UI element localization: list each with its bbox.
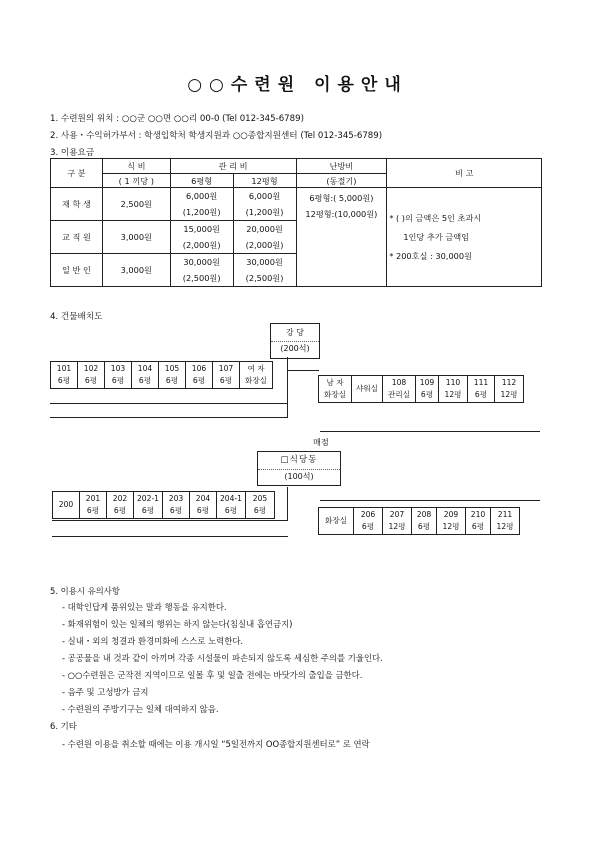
room-204 (190, 492, 217, 519)
room-209 (437, 508, 466, 535)
room-size: 12평 (496, 522, 514, 531)
room-number: 210 (470, 510, 486, 519)
corridor-line (50, 403, 288, 404)
etc-item: - 수련원 이용을 취소할 때에는 이용 개시일 “5일전까지 OO종합지원센터로” 로 연락 (62, 739, 370, 749)
mgmt-12py (233, 254, 296, 287)
mgmt-extra: (2,500원) (245, 273, 284, 283)
header-note: 비 고 (387, 159, 542, 188)
row-label: 재 학 생 (51, 188, 103, 221)
note-line-2: 1인당 추가 금액임 (403, 231, 470, 242)
caution-item: - 음주 및 고성방가 금지 (62, 687, 149, 697)
room-202-1 (134, 492, 163, 519)
caution-item: - 실내・외의 청결과 환경미화에 스스로 노력한다. (62, 636, 244, 646)
restroom-label-sub: 화장실 (323, 390, 346, 399)
room-size: 관리실 (387, 390, 410, 399)
building-2-left (52, 491, 275, 519)
room-size: 6평 (474, 390, 488, 399)
meal-cost: 3,000원 (102, 254, 170, 287)
corridor-line (50, 417, 288, 418)
restroom-label: 여 자 (247, 364, 265, 373)
room-106 (186, 362, 213, 389)
note-line-1: * ( )의 금액은 5인 초과시 (389, 212, 482, 223)
mgmt-value: 30,000원 (183, 257, 220, 267)
restroom-label: 남 자 (326, 378, 344, 387)
room-number: 211 (497, 510, 513, 519)
room-size: 12평 (500, 390, 518, 399)
room-number: 200 (58, 500, 74, 509)
row-label: 교 직 원 (51, 221, 103, 254)
room-number: 107 (218, 364, 234, 373)
restroom-label: 화장실 (324, 516, 347, 525)
etc-heading: 6. 기타 (50, 721, 77, 731)
corridor-line (52, 536, 288, 537)
mgmt-value: 6,000원 (185, 191, 218, 201)
mgmt-12py (233, 221, 296, 254)
cautions-heading: 5. 이용시 유의사항 (50, 586, 120, 596)
room-size: 6평 (138, 376, 152, 385)
header-12py: 12평형 (233, 174, 296, 188)
dining-name: □식당동 (280, 455, 318, 465)
room-number: 202-1 (136, 494, 160, 503)
mgmt-value: 15,000원 (183, 224, 220, 234)
auditorium-name: 강 당 (286, 328, 304, 337)
dining-hall (257, 451, 341, 486)
room-size: 6평 (141, 506, 155, 515)
room-size: 6평 (471, 522, 485, 531)
room-number: 110 (445, 378, 461, 387)
room-size: 6평 (361, 522, 375, 531)
auditorium-capacity: (200석) (271, 341, 319, 356)
meal-cost: 2,500원 (102, 188, 170, 221)
caution-item: - 화재위험이 있는 일체의 행위는 하지 않는다(침실내 흡연금지) (62, 619, 293, 629)
room-size: 6평 (111, 376, 125, 385)
room-111 (468, 376, 495, 403)
room-number: 209 (443, 510, 459, 519)
room-110 (439, 376, 468, 403)
meal-cost: 3,000원 (102, 221, 170, 254)
room-number: 207 (389, 510, 405, 519)
caution-item: - 공공물을 내 것과 같이 아끼며 각종 시설물이 파손되지 않도록 세심한 주의를 기울인다. (62, 653, 383, 663)
mgmt-extra: (2,000원) (182, 240, 221, 250)
room-number: 201 (85, 494, 101, 503)
restroom-label-sub: 화장실 (244, 376, 267, 385)
room-number: 208 (416, 510, 432, 519)
row-label: 일 반 인 (51, 254, 103, 287)
womens-restroom (240, 362, 273, 389)
table-row (51, 188, 542, 221)
room-210 (466, 508, 491, 535)
room-size: 12평 (444, 390, 462, 399)
room-size: 6평 (113, 506, 127, 515)
corridor-wall (287, 487, 288, 520)
shop-label: 매점 (313, 437, 329, 447)
auditorium (270, 323, 320, 359)
mgmt-value: 20,000원 (246, 224, 283, 234)
room-size: 12평 (442, 522, 460, 531)
caution-item: - ○○수련원은 군작전 지역이므로 일몰 후 및 일출 전에는 바닷가의 출입을 금한다. (62, 670, 363, 680)
room-size: 6평 (169, 506, 183, 515)
room-number: 108 (391, 378, 407, 387)
room-size: 6평 (57, 376, 71, 385)
room-size: 12평 (388, 522, 406, 531)
room-109 (416, 376, 439, 403)
layout-heading: 4. 건물배치도 (50, 312, 103, 322)
room-202 (107, 492, 134, 519)
corridor-line (287, 370, 319, 371)
room-size: 6평 (196, 506, 210, 515)
header-heating-sub: (동절기) (296, 174, 387, 188)
room-number: 204 (195, 494, 211, 503)
shower-label: 샤워실 (355, 384, 378, 393)
room-204-1 (217, 492, 246, 519)
fee-heading: 3. 이용요금 (50, 148, 95, 158)
room-number: 101 (56, 364, 72, 373)
header-6py: 6평형 (170, 174, 233, 188)
room-205 (246, 492, 275, 519)
caution-item: - 수련원의 주방기구는 일체 대여하지 않음. (62, 704, 219, 714)
shower-room (352, 376, 383, 403)
note-cell (387, 188, 542, 287)
building-1-right (318, 375, 524, 403)
room-size: 6평 (253, 506, 267, 515)
room-105 (159, 362, 186, 389)
room-size: 6평 (86, 506, 100, 515)
corridor-line (52, 520, 288, 521)
room-112 (495, 376, 524, 403)
room-number: 105 (164, 364, 180, 373)
room-number: 103 (110, 364, 126, 373)
room-number: 205 (252, 494, 268, 503)
room-size: 6평 (165, 376, 179, 385)
room-102 (78, 362, 105, 389)
caution-item: - 대학인답게 품위있는 말과 행동을 유지한다. (62, 602, 227, 612)
room-108 (383, 376, 416, 403)
mgmt-12py (233, 188, 296, 221)
room-size: 6평 (84, 376, 98, 385)
room-number: 109 (419, 378, 435, 387)
corridor-line (320, 431, 540, 432)
header-meal-sub: ( 1 끼당 ) (102, 174, 170, 188)
heating-12py: 12평형:(10,000원) (305, 209, 378, 219)
room-211 (491, 508, 520, 535)
building-2-right (318, 507, 520, 535)
corridor-wall (287, 357, 288, 417)
room-203 (163, 492, 190, 519)
room-200 (53, 492, 80, 519)
mgmt-extra: (2,000원) (245, 240, 284, 250)
page-title: ○○수련원 이용안내 (187, 75, 408, 95)
room-size: 6평 (219, 376, 233, 385)
room-number: 206 (360, 510, 376, 519)
mgmt-6py (170, 188, 233, 221)
heating-cell (296, 188, 387, 287)
mens-restroom (319, 376, 352, 403)
room-101 (51, 362, 78, 389)
note-line-3: * 200호실 : 30,000원 (389, 250, 472, 261)
department-line: 2. 사용・수익허가부서 : 학생입학처 학생지원과 ○○종합지원센터 (Tel 012-345-6789) (50, 131, 383, 141)
header-management: 관 리 비 (170, 159, 296, 174)
room-size: 6평 (417, 522, 431, 531)
room-number: 204-1 (219, 494, 243, 503)
mgmt-extra: (1,200원) (182, 207, 221, 217)
room-number: 112 (501, 378, 517, 387)
mgmt-extra: (1,200원) (245, 207, 284, 217)
dining-capacity: (100석) (258, 469, 340, 484)
mgmt-6py (170, 221, 233, 254)
room-number: 104 (137, 364, 153, 373)
room-number: 203 (168, 494, 184, 503)
header-gubun: 구 분 (51, 159, 103, 188)
room-104 (132, 362, 159, 389)
room-number: 202 (112, 494, 128, 503)
building-1-left (50, 361, 273, 389)
mgmt-extra: (2,500원) (182, 273, 221, 283)
room-206 (354, 508, 383, 535)
heating-6py: 6평형:( 5,000원) (309, 193, 374, 203)
mgmt-6py (170, 254, 233, 287)
fee-table (50, 158, 542, 287)
corridor-line (320, 500, 540, 501)
room-number: 111 (473, 378, 489, 387)
mgmt-value: 6,000원 (248, 191, 281, 201)
room-207 (383, 508, 412, 535)
header-meal: 식 비 (102, 159, 170, 174)
room-size: 6평 (192, 376, 206, 385)
room-103 (105, 362, 132, 389)
location-line: 1. 수련원의 위치 : ○○군 ○○면 ○○리 00-0 (Tel 012-345-6789) (50, 114, 304, 124)
room-208 (412, 508, 437, 535)
header-heating: 난방비 (296, 159, 387, 174)
room-size: 6평 (420, 390, 434, 399)
mgmt-value: 30,000원 (246, 257, 283, 267)
restroom-2f (319, 508, 354, 535)
room-number: 102 (83, 364, 99, 373)
room-107 (213, 362, 240, 389)
room-size: 6평 (224, 506, 238, 515)
room-201 (80, 492, 107, 519)
room-number: 106 (191, 364, 207, 373)
